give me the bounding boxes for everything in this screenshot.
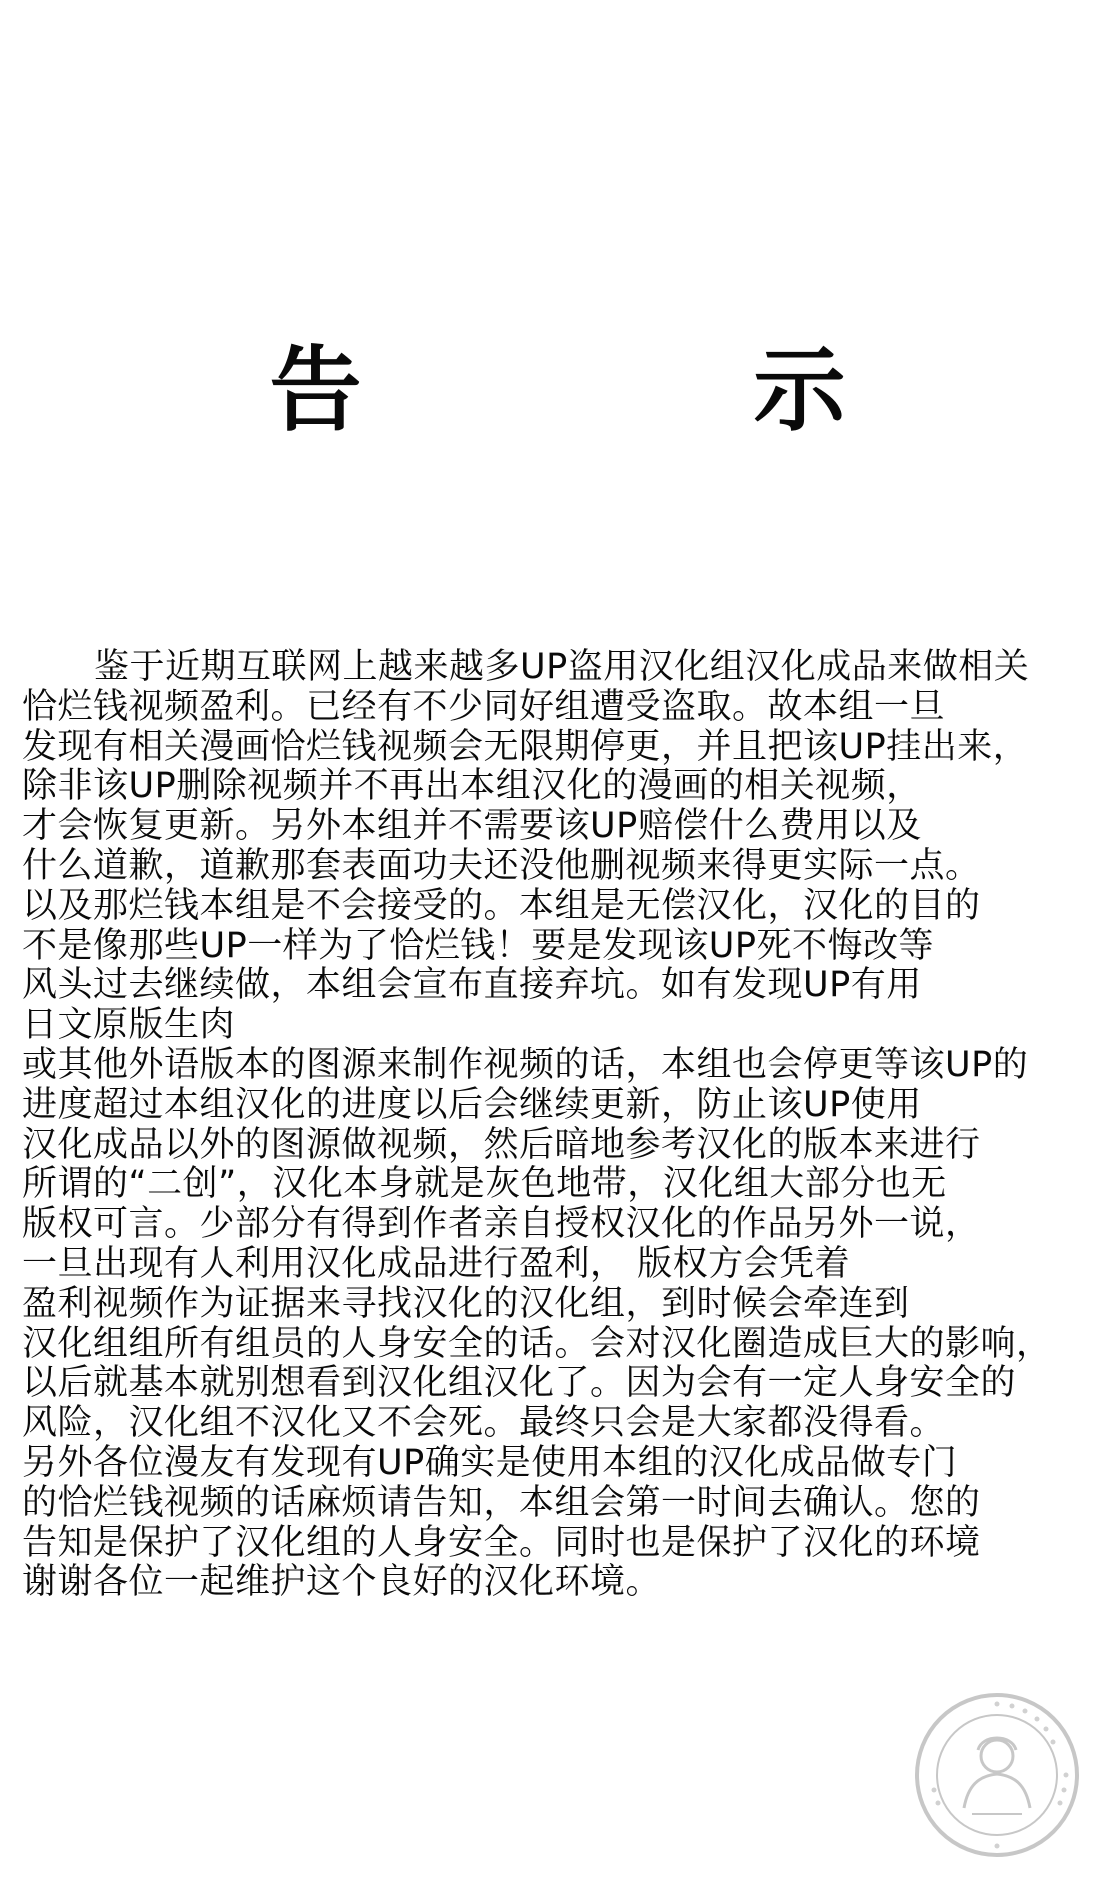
notice-line: 版权可言。少部分有得到作者亲自授权汉化的作品另外一说， [22,1204,981,1245]
notice-line: 鉴于近期互联网上越来越多UP盗用汉化组汉化成品来做相关 [94,647,1030,687]
notice-line: 什么道歉，道歉那套表面功夫还没他删视频来得更实际一点。 [22,845,981,886]
notice-line: 日文原版生肉 [22,1005,236,1046]
notice-line: 风头过去继续做，本组会宣布直接弃坑。如有发现UP有用 [22,965,922,1006]
notice-line: 的恰烂钱视频的话麻烦请告知，本组会第一时间去确认。您的 [22,1482,981,1523]
notice-line: 以及那烂钱本组是不会接受的。本组是无偿汉化，汉化的目的 [22,885,981,926]
notice-title: 告 示 [269,337,996,444]
notice-line: 所谓的“二创”，汉化本身就是灰色地带，汉化组大部分也无 [22,1164,947,1205]
notice-line: 不是像那些UP一样为了恰烂钱！要是发现该UP死不悔改等 [22,925,934,966]
notice-line: 盈利视频作为证据来寻找汉化的汉化组，到时候会牵连到 [22,1283,910,1324]
notice-line: 才会恢复更新。另外本组并不需要该UP赔偿什么费用以及 [22,806,922,847]
notice-line: 汉化组组所有组员的人身安全的话。会对汉化圈造成巨大的影响， [22,1323,1052,1364]
notice-line: 告知是保护了汉化组的人身安全。同时也是保护了汉化的环境 [22,1522,981,1563]
notice-line: 汉化成品以外的图源做视频，然后暗地参考汉化的版本来进行 [22,1124,981,1165]
notice-line: 除非该UP删除视频并不再出本组汉化的漫画的相关视频， [22,766,922,807]
notice-line: 一旦出现有人利用汉化成品进行盈利， 版权方会凭着 [22,1243,851,1284]
notice-line: 以后就基本就别想看到汉化组汉化了。因为会有一定人身安全的 [22,1363,1017,1404]
notice-line: 或其他外语版本的图源来制作视频的话，本组也会停更等该UP的 [22,1044,1029,1085]
group-seal-watermark-icon [912,1690,1082,1860]
notice-line: 恰烂钱视频盈利。已经有不少同好组遭受盗取。故本组一旦 [22,686,946,727]
notice-line: 进度超过本组汉化的进度以后会继续更新，防止该UP使用 [22,1084,922,1125]
notice-line: 发现有相关漫画恰烂钱视频会无限期停更，并且把该UP挂出来， [22,726,1029,767]
notice-line: 另外各位漫友有发现有UP确实是使用本组的汉化成品做专门 [22,1442,958,1483]
notice-body [22,648,1102,1603]
notice-line: 谢谢各位一起维护这个良好的汉化环境。 [22,1562,662,1603]
notice-line: 风险，汉化组不汉化又不会死。最终只会是大家都没得看。 [22,1403,946,1444]
